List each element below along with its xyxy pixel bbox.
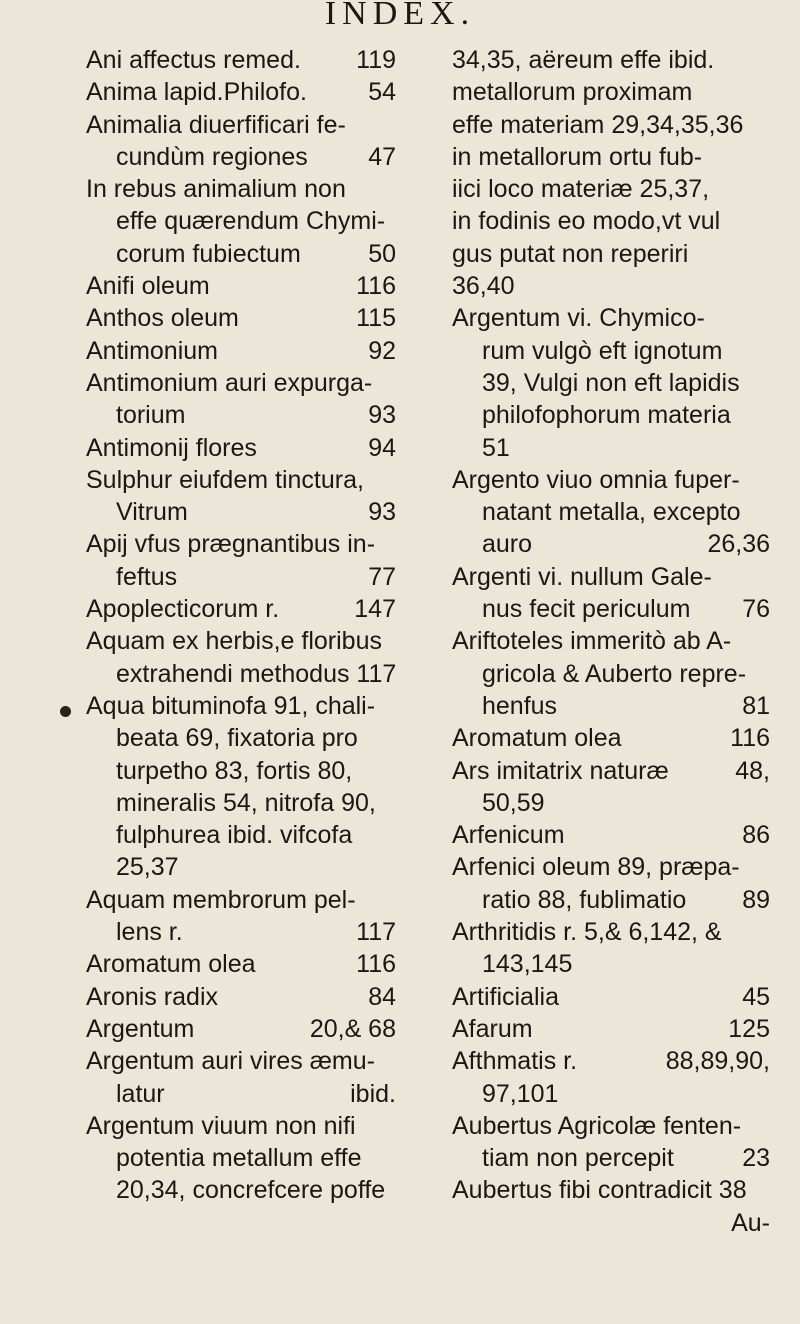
entry-text: Antimonium auri expurga- — [86, 368, 373, 397]
entry-text: torium — [116, 401, 186, 430]
index-entry-line — [86, 335, 396, 367]
index-entry-line — [452, 625, 770, 657]
index-entry-line — [452, 270, 770, 302]
entry-text: In rebus animalium non — [86, 175, 346, 204]
entry-text: 34,35, aëreum effe ibid. — [452, 46, 715, 74]
entry-text: Argentum auri vires æmu- — [86, 1047, 375, 1076]
entry-page-ref: ibid. — [350, 1079, 396, 1108]
index-entry-line — [86, 1045, 396, 1077]
index-entry-line — [452, 658, 770, 690]
entry-text: Ani affectus remed. — [86, 46, 301, 74]
index-entry-line — [452, 819, 770, 851]
entry-text: auro — [482, 530, 533, 559]
entry-text: iici loco materiæ 25,37, — [452, 175, 710, 204]
index-entry-line — [86, 141, 396, 173]
entry-text: 50,59 — [482, 788, 545, 817]
entry-text: Artificialia — [452, 982, 559, 1011]
index-entry-line — [86, 916, 396, 948]
index-entry-line — [452, 1045, 770, 1077]
entry-text: tiam non percepit — [482, 1144, 674, 1173]
index-entry-line — [86, 432, 396, 464]
index-entry-line — [452, 593, 770, 625]
index-entry-line — [86, 109, 396, 141]
entry-text: 25,37 — [116, 853, 179, 882]
entry-text: 97,101 — [482, 1079, 559, 1108]
entry-text: Apoplecticorum r. — [86, 595, 280, 624]
index-entry-line — [86, 496, 396, 528]
entry-text: Afarum — [452, 1014, 533, 1043]
index-entry-line — [452, 205, 770, 237]
entry-page-ref: 86 — [742, 821, 770, 850]
entry-text: nus fecit periculum — [482, 595, 691, 624]
entry-text: Arthritidis r. 5,& 6,142, & — [452, 918, 722, 947]
entry-text: 36,40 — [452, 272, 515, 301]
entry-text: metallorum proximam — [452, 78, 693, 107]
index-entry-line — [86, 625, 396, 657]
entry-text: in metallorum ortu fub- — [452, 142, 703, 171]
entry-page-ref: 147 — [354, 595, 396, 624]
index-entry-line — [452, 916, 770, 948]
entry-text: henfus — [482, 691, 558, 720]
index-entry-line — [452, 109, 770, 141]
entry-page-ref: 116 — [356, 950, 396, 979]
entry-text: fulphurea ibid. vifcofa — [116, 821, 353, 850]
entry-text: gricola & Auberto repre- — [482, 659, 747, 688]
index-entry-line — [86, 173, 396, 205]
entry-page-ref: 45 — [742, 982, 770, 1011]
index-entry-line — [452, 884, 770, 916]
index-entry-line — [86, 270, 396, 302]
ink-spot — [60, 706, 71, 717]
index-entry-line — [452, 755, 770, 787]
entry-text: Aromatum olea — [86, 950, 256, 979]
index-entry-line — [86, 690, 396, 722]
index-entry-line — [452, 981, 770, 1013]
entry-text: Anthos oleum — [86, 304, 239, 333]
entry-text: philofophorum materia — [482, 401, 731, 430]
entry-text: Argentum — [86, 1014, 195, 1043]
entry-text: Anifi oleum — [86, 272, 210, 301]
index-entry-line — [86, 76, 396, 108]
index-entry-line — [86, 1142, 396, 1174]
entry-text: Arfenicum — [452, 821, 565, 850]
entry-text: lens r. — [116, 918, 183, 947]
index-entry-line — [452, 787, 770, 819]
index-entry-line — [452, 44, 770, 76]
index-entry-line — [452, 302, 770, 334]
index-entry-line — [86, 1174, 396, 1206]
entry-page-ref: 115 — [356, 304, 396, 333]
index-entry-line — [452, 722, 770, 754]
index-entry-line — [452, 1078, 770, 1110]
index-entry-line — [86, 787, 396, 819]
entry-text: Antimonij flores — [86, 433, 257, 462]
entry-text: Antimonium — [86, 336, 218, 365]
index-entry-line — [86, 561, 396, 593]
entry-text: Animalia diuerfificari fe- — [86, 110, 346, 139]
entry-page-ref: 54 — [368, 78, 396, 107]
entry-text: Aqua bituminofa 91, chali- — [86, 691, 376, 720]
entry-text: Anima lapid.Philofo. — [86, 78, 307, 107]
index-column-left — [86, 44, 396, 1207]
index-entry-line — [86, 819, 396, 851]
entry-text: 143,145 — [482, 950, 573, 979]
index-entry-line — [86, 367, 396, 399]
index-entry-line — [86, 658, 396, 690]
index-entry-line — [86, 884, 396, 916]
entry-page-ref: 93 — [368, 498, 396, 527]
entry-page-ref: Au- — [731, 1208, 770, 1237]
entry-text: mineralis 54, nitrofa 90, — [116, 788, 376, 817]
index-entry-line — [452, 851, 770, 883]
index-entry-line — [86, 238, 396, 270]
index-entry-line — [452, 238, 770, 270]
entry-text: 20,34, concrefcere poffe — [116, 1176, 386, 1205]
index-entry-line — [452, 528, 770, 560]
index-entry-line — [452, 1174, 770, 1206]
index-entry-line — [452, 496, 770, 528]
index-entry-line — [86, 1013, 396, 1045]
entry-page-ref: 48, — [735, 756, 770, 785]
entry-page-ref: 47 — [368, 142, 396, 171]
entry-text: gus putat non reperiri — [452, 239, 689, 268]
index-entry-line — [86, 981, 396, 1013]
entry-text: Arfenici oleum 89, præpa- — [452, 853, 740, 882]
index-entry-line — [452, 335, 770, 367]
index-entry-line — [452, 561, 770, 593]
index-entry-line — [452, 464, 770, 496]
entry-text: Aquam ex herbis,e floribus — [86, 627, 382, 656]
index-entry-line — [86, 1110, 396, 1142]
entry-text: Argentum viuum non nifi — [86, 1111, 356, 1140]
entry-text: Aquam membrorum pel- — [86, 885, 356, 914]
page-header: INDEX. — [324, 0, 476, 32]
index-entry-line — [86, 948, 396, 980]
index-entry-line — [86, 755, 396, 787]
index-entry-line — [86, 528, 396, 560]
index-entry-line — [452, 948, 770, 980]
entry-page-ref: 93 — [368, 401, 396, 430]
entry-text: Vitrum — [116, 498, 188, 527]
index-entry-line — [452, 141, 770, 173]
entry-text: rum vulgò eft ignotum — [482, 336, 723, 365]
entry-text: latur — [116, 1079, 165, 1108]
index-entry-line — [86, 593, 396, 625]
entry-text: Aronis radix — [86, 982, 218, 1011]
entry-text: beata 69, fixatoria pro — [116, 724, 358, 753]
index-entry-line — [86, 851, 396, 883]
entry-text: Afthmatis r. — [452, 1047, 578, 1076]
entry-page-ref: 50 — [368, 239, 396, 268]
entry-page-ref: 23 — [742, 1144, 770, 1173]
index-entry-line — [452, 1142, 770, 1174]
entry-page-ref: 89 — [742, 885, 770, 914]
index-entry-line — [86, 464, 396, 496]
entry-text: Aromatum olea — [452, 724, 622, 753]
entry-text: cundùm regiones — [116, 142, 308, 171]
entry-text: Ars imitatrix naturæ — [452, 756, 669, 785]
entry-text: Sulphur eiufdem tinctura, — [86, 465, 364, 494]
entry-text: Argento viuo omnia fuper- — [452, 465, 740, 494]
entry-text: Aubertus Agricolæ fenten- — [452, 1111, 742, 1140]
entry-text: 51 — [482, 433, 510, 462]
index-entry-line — [86, 1078, 396, 1110]
entry-text: corum fubiectum — [116, 239, 301, 268]
entry-text: in fodinis eo modo,vt vul — [452, 207, 721, 236]
entry-page-ref: 26,36 — [707, 530, 770, 559]
entry-text: potentia metallum effe — [116, 1144, 362, 1173]
index-entry-line — [452, 173, 770, 205]
entry-text: ratio 88, fublimatio — [482, 885, 687, 914]
entry-page-ref: 81 — [742, 691, 770, 720]
entry-text: natant metalla, excepto — [482, 498, 741, 527]
index-entry-line — [452, 690, 770, 722]
entry-text: Aubertus fibi contradicit 38 — [452, 1176, 747, 1205]
index-entry-line — [452, 399, 770, 431]
entry-text: Apij vfus prægnantibus in- — [86, 530, 376, 559]
entry-text: feftus — [116, 562, 178, 591]
entry-text: extrahendi methodus 117 — [116, 659, 397, 688]
index-entry-line — [452, 1207, 770, 1239]
entry-page-ref: 92 — [368, 336, 396, 365]
index-column-right — [452, 44, 770, 1239]
index-entry-line — [86, 722, 396, 754]
entry-text: Argentum vi. Chymico- — [452, 304, 705, 333]
entry-page-ref: 94 — [368, 433, 396, 462]
index-entry-line — [452, 367, 770, 399]
entry-text: effe materiam 29,34,35,36 — [452, 110, 744, 139]
entry-page-ref: 125 — [728, 1014, 770, 1043]
entry-text: Ariftoteles immeritò ab A- — [452, 627, 732, 656]
entry-text: turpetho 83, fortis 80, — [116, 756, 353, 785]
index-entry-line — [86, 205, 396, 237]
index-entry-line — [452, 1013, 770, 1045]
index-entry-line — [452, 76, 770, 108]
entry-text: 39, Vulgi non eft lapidis — [482, 368, 740, 397]
entry-page-ref: 88,89,90, — [665, 1047, 770, 1076]
entry-page-ref: 116 — [730, 724, 770, 753]
index-entry-line — [86, 399, 396, 431]
entry-page-ref: 117 — [356, 918, 396, 947]
entry-page-ref: 20,& 68 — [309, 1014, 396, 1043]
entry-text: Argenti vi. nullum Gale- — [452, 562, 712, 591]
index-entry-line — [86, 302, 396, 334]
entry-text: effe quærendum Chymi- — [116, 207, 386, 236]
entry-page-ref: 76 — [742, 595, 770, 624]
index-entry-line — [86, 44, 396, 76]
index-entry-line — [452, 432, 770, 464]
index-entry-line — [452, 1110, 770, 1142]
entry-page-ref: 77 — [368, 562, 396, 591]
entry-page-ref: 119 — [356, 46, 396, 74]
entry-page-ref: 116 — [356, 272, 396, 301]
entry-page-ref: 84 — [368, 982, 396, 1011]
